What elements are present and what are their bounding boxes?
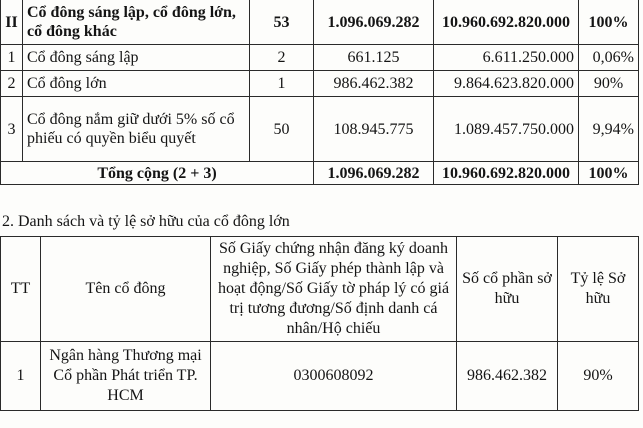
table-row <box>1 0 639 45</box>
row-shares: 661.125 <box>314 45 434 71</box>
row-value: 1.089.457.750.000 <box>434 97 579 162</box>
row-count: 53 <box>250 0 314 45</box>
header-pct: Tỷ lệ Sở hữu <box>558 237 639 342</box>
row-pct: 9,94% <box>579 97 639 162</box>
row-pct: 0,06% <box>579 45 639 71</box>
section-caption: 2. Danh sách và tỷ lệ sở hữu của cổ đông lớn <box>2 213 290 230</box>
row-count: 1 <box>250 71 314 97</box>
row-shares: 1.096.069.282 <box>314 0 434 45</box>
row-value: 9.864.623.820.000 <box>434 71 579 97</box>
table-row <box>1 45 639 71</box>
row-name: Ngân hàng Thương mại Cổ phần Phát triển TP. HCM <box>41 342 211 411</box>
table-row <box>1 71 639 97</box>
row-count: 2 <box>250 45 314 71</box>
row-stt: II <box>1 0 23 45</box>
header-shares: Số cổ phần sở hữu <box>457 237 558 342</box>
major-shareholders-table <box>0 236 639 411</box>
table-row <box>1 342 639 411</box>
total-value: 10.960.692.820.000 <box>434 162 579 185</box>
row-shares: 108.945.775 <box>314 97 434 162</box>
row-label: Cổ đông lớn <box>23 71 250 97</box>
header-tt: TT <box>1 237 41 342</box>
row-stt: 3 <box>1 97 23 162</box>
row-label: Cổ đông sáng lập <box>23 45 250 71</box>
row-shares: 986.462.382 <box>457 342 558 411</box>
row-value: 10.960.692.820.000 <box>434 0 579 45</box>
row-tt: 1 <box>1 342 41 411</box>
row-count: 50 <box>250 97 314 162</box>
header-doc: Số Giấy chứng nhận đăng ký doanh nghiệp, Số Giấy phép thành lập và hoạt động/Số Giấy tờ pháp lý có giá trị tương đương/Số định danh cá nhân/Hộ chiếu <box>211 237 457 342</box>
total-pct: 100% <box>579 162 639 185</box>
total-shares: 1.096.069.282 <box>314 162 434 185</box>
header-name: Tên cổ đông <box>41 237 211 342</box>
row-label: Cổ đông sáng lập, cổ đông lớn, cổ đông khác <box>23 0 250 45</box>
total-row <box>1 162 639 185</box>
row-doc: 0300608092 <box>211 342 457 411</box>
header-row <box>1 237 639 342</box>
shareholder-structure-table <box>0 0 639 185</box>
row-stt: 1 <box>1 45 23 71</box>
row-value: 6.611.250.000 <box>434 45 579 71</box>
row-label: Cổ đông nắm giữ dưới 5% số cổ phiếu có quyền biểu quyết <box>23 97 250 162</box>
table-row <box>1 97 639 162</box>
row-stt: 2 <box>1 71 23 97</box>
row-shares: 986.462.382 <box>314 71 434 97</box>
total-label: Tổng cộng (2 + 3) <box>1 162 314 185</box>
row-pct: 90% <box>579 71 639 97</box>
row-pct: 90% <box>558 342 639 411</box>
row-pct: 100% <box>579 0 639 45</box>
